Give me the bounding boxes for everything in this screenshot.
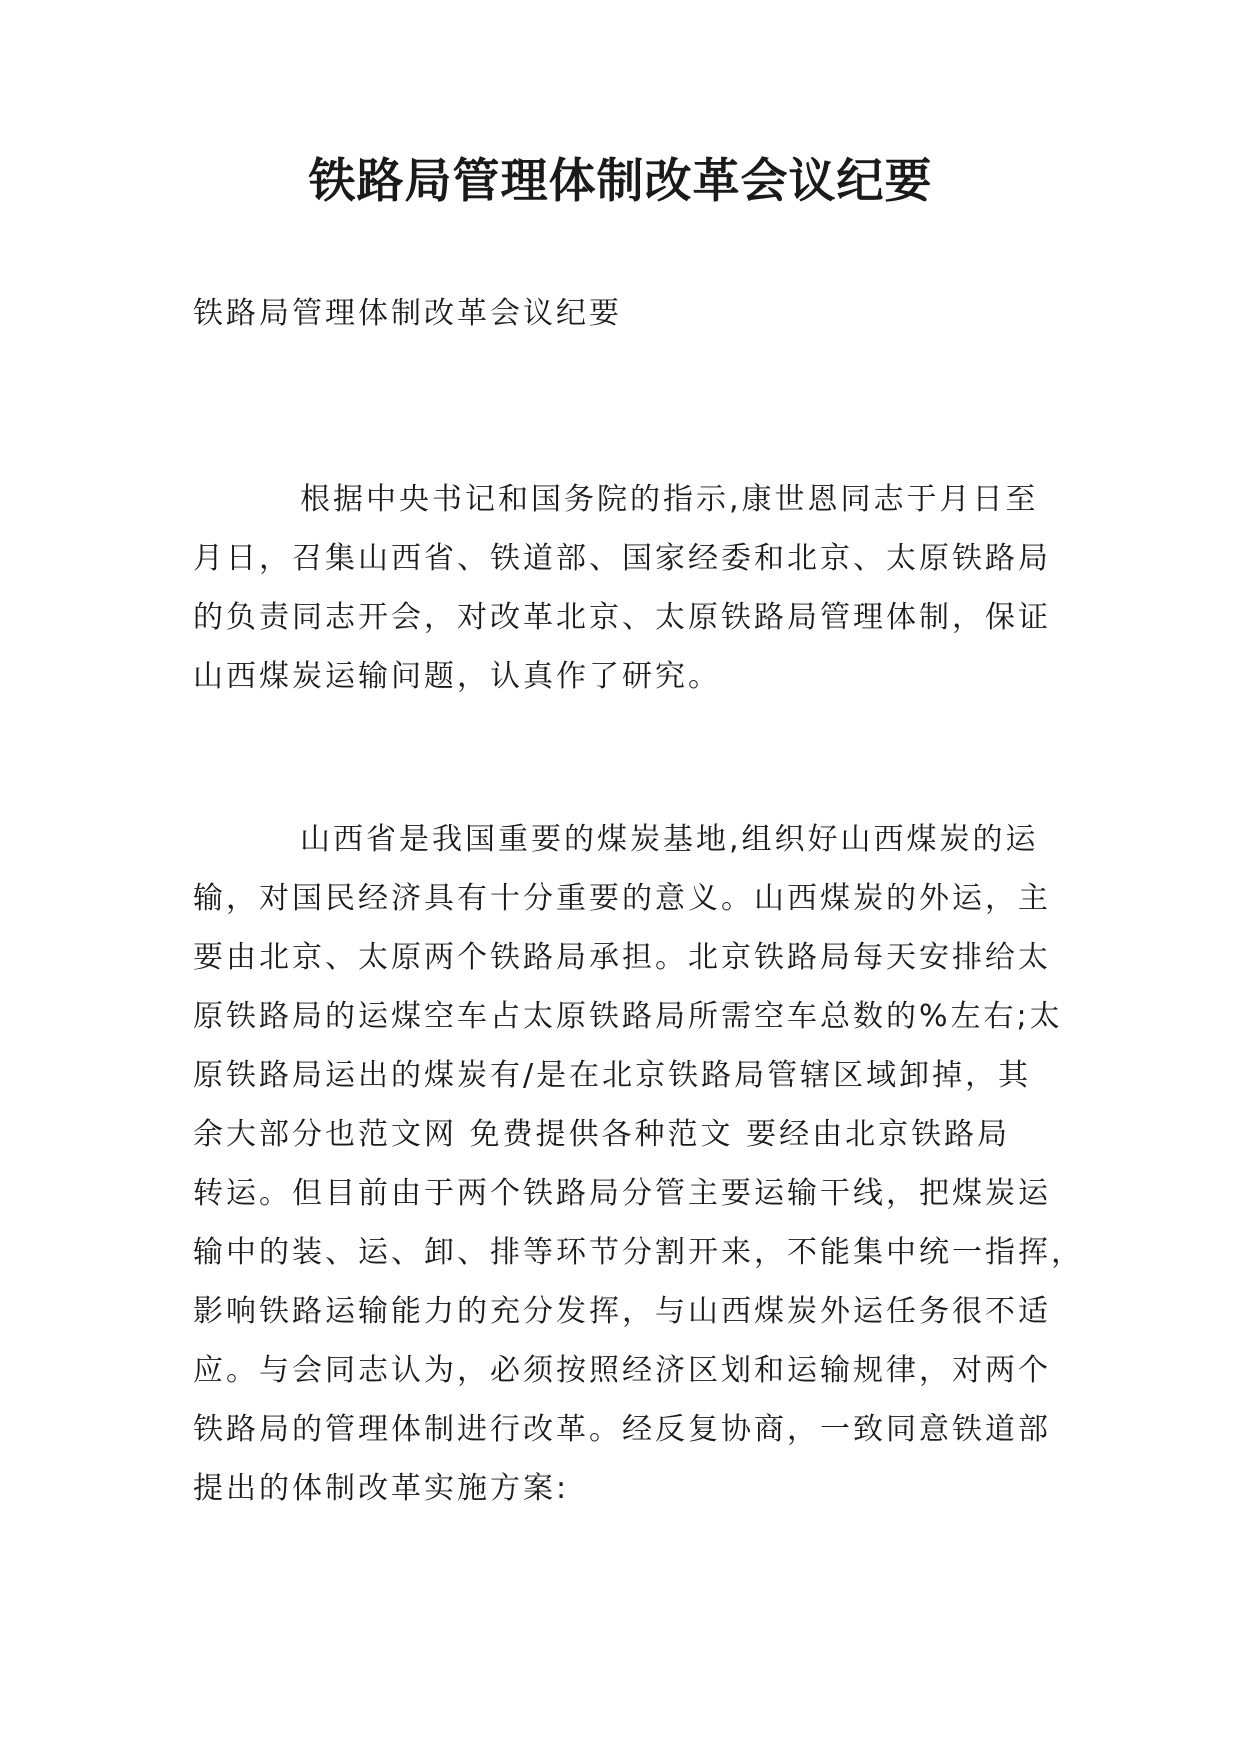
paragraph-line: 输，对国民经济具有十分重要的意义。山西煤炭的外运，主 <box>193 881 1051 916</box>
paragraph-line: 铁路局的管理体制进行改革。经反复协商，一致同意铁道部 <box>193 1412 1051 1447</box>
document-title: 铁路局管理体制改革会议纪要 <box>308 154 933 209</box>
paragraph-line: 要由北京、太原两个铁路局承担。北京铁路局每天安排给太 <box>193 940 1051 975</box>
paragraph-line: 原铁路局运出的煤炭有/是在北京铁路局管辖区域卸掉，其 <box>193 1058 1032 1093</box>
document-subtitle: 铁路局管理体制改革会议纪要 <box>193 296 622 331</box>
paragraph-line: 月日，召集山西省、铁道部、国家经委和北京、太原铁路局 <box>193 541 1051 576</box>
paragraph-1 <box>193 470 1061 706</box>
paragraph-line: 转运。但目前由于两个铁路局分管主要运输干线，把煤炭运 <box>193 1176 1051 1211</box>
paragraph-line: 根据中央书记和国务院的指示,康世恩同志于月日至 <box>300 482 1039 517</box>
paragraph-line: 输中的装、运、卸、排等环节分割开来，不能集中统一指挥， <box>193 1235 1084 1270</box>
paragraph-line: 山西省是我国重要的煤炭基地,组织好山西煤炭的运 <box>300 822 1039 857</box>
paragraph-line: 提出的体制改革实施方案: <box>193 1471 570 1506</box>
paragraph-2 <box>193 810 1084 1518</box>
paragraph-line: 影响铁路运输能力的充分发挥，与山西煤炭外运任务很不适 <box>193 1294 1051 1329</box>
paragraph-line: 的负责同志开会，对改革北京、太原铁路局管理体制，保证 <box>193 600 1051 635</box>
paragraph-line: 余大部分也范文网 免费提供各种范文 要经由北京铁路局 <box>193 1117 1011 1152</box>
paragraph-line: 山西煤炭运输问题，认真作了研究。 <box>193 659 721 694</box>
paragraph-line: 原铁路局的运煤空车占太原铁路局所需空车总数的%左右;太 <box>193 999 1063 1034</box>
paragraph-line: 应。与会同志认为，必须按照经济区划和运输规律，对两个 <box>193 1353 1051 1388</box>
